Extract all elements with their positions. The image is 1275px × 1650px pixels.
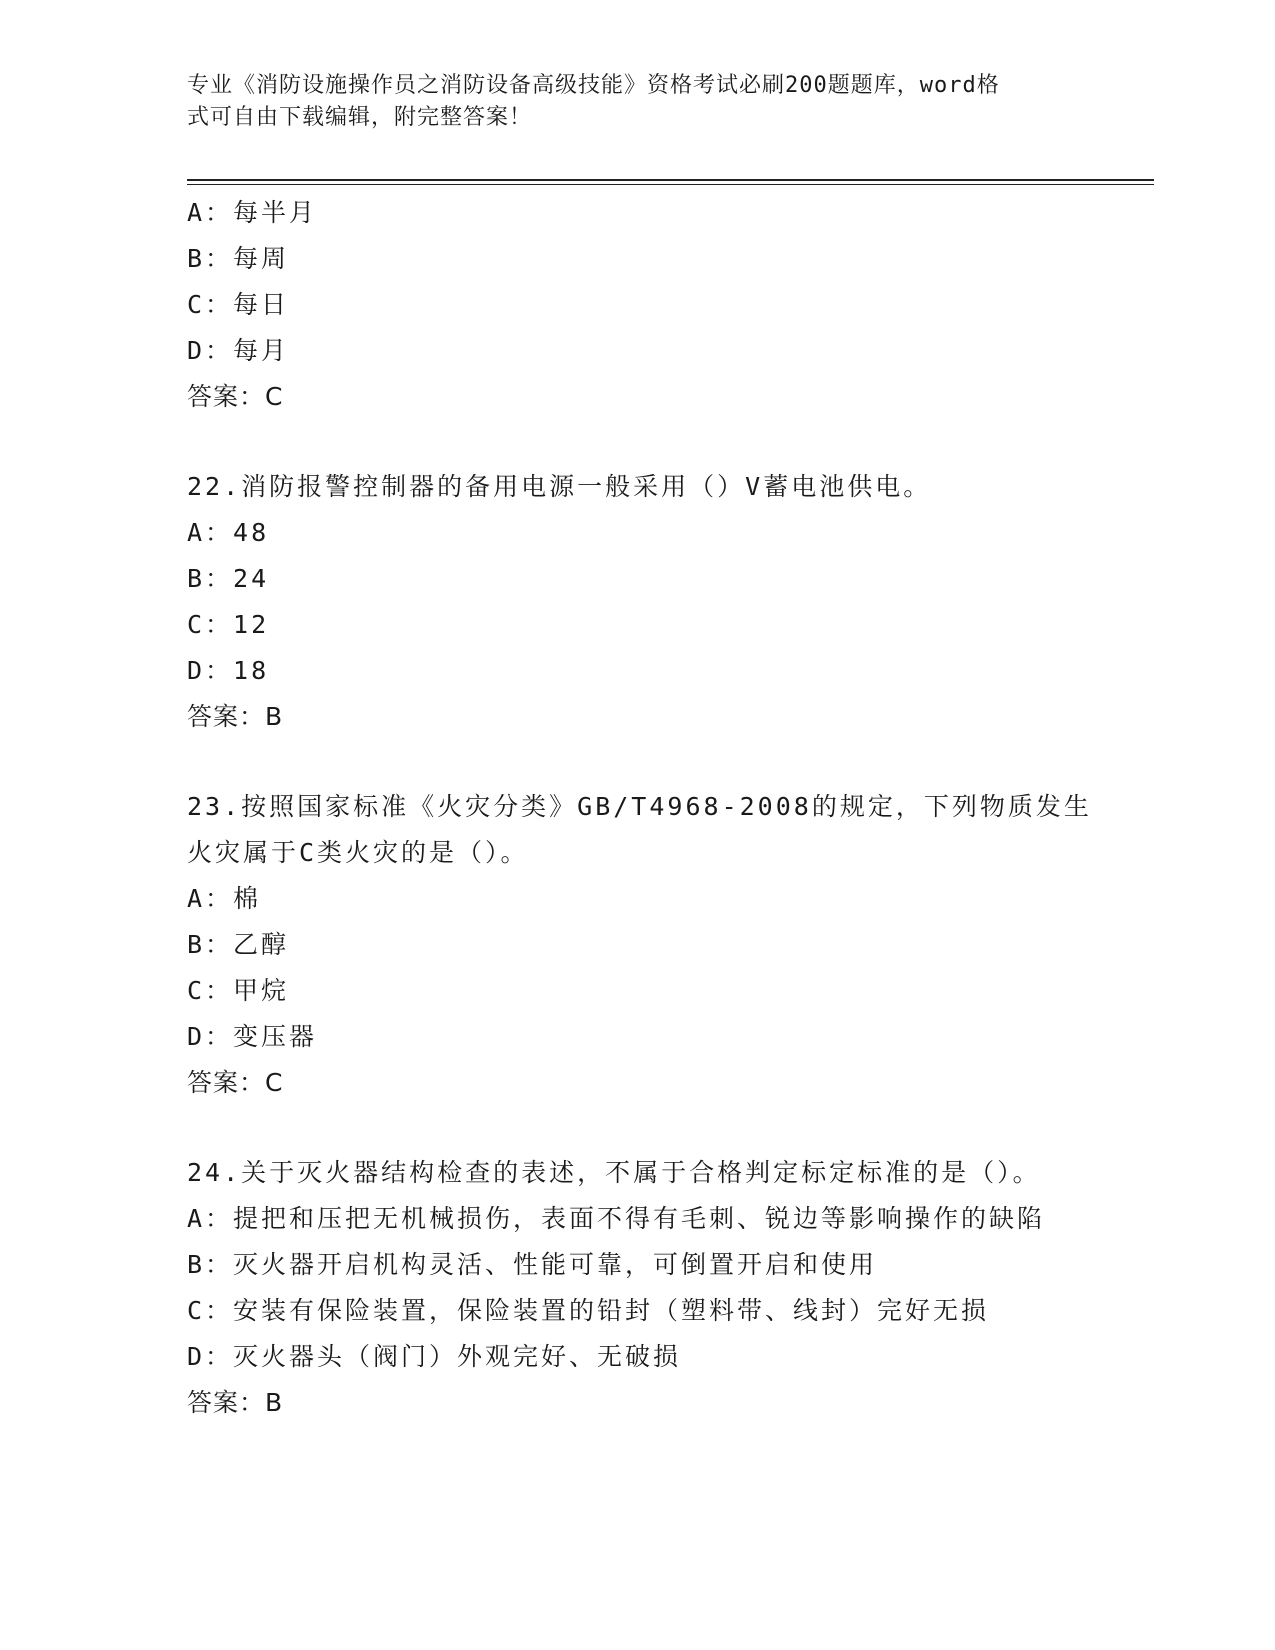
document-header: [187, 70, 1067, 134]
option-b: B：灭火器开启机构灵活、性能可靠，可倒置开启和使用: [187, 1250, 878, 1279]
spacer: [187, 420, 1087, 464]
option-c: C：安装有保险装置，保险装置的铅封（塑料带、线封）完好无损: [187, 1296, 990, 1325]
spacer: [187, 1106, 1087, 1150]
question-text-line-1: 23.按照国家标准《火灾分类》GB/T4968-2008的规定，下列物质发生: [187, 792, 1092, 821]
answer-line: 答案：B: [187, 702, 284, 731]
option-b: B：24: [187, 564, 270, 593]
question-22-block: [187, 464, 1087, 740]
header-divider-thick: [187, 179, 1154, 181]
question-text: 22.消防报警控制器的备用电源一般采用（）V蓄电池供电。: [187, 472, 932, 501]
question-text-line-2: 火灾属于C类火灾的是（）。: [187, 838, 529, 867]
answer-line: 答案：C: [187, 382, 284, 411]
question-text: 24.关于灭火器结构检查的表述，不属于合格判定标定标准的是（）。: [187, 1158, 1041, 1187]
answer-line: 答案：B: [187, 1388, 284, 1417]
option-d: D：变压器: [187, 1022, 318, 1051]
option-c: C：甲烷: [187, 976, 290, 1005]
answer-line: 答案：C: [187, 1068, 284, 1097]
option-d: D：每月: [187, 336, 290, 365]
question-24-block: [187, 1150, 1087, 1426]
option-d: D：18: [187, 656, 270, 685]
spacer: [187, 740, 1087, 784]
option-a: A：棉: [187, 884, 262, 913]
option-c: C：每日: [187, 290, 290, 319]
question-21-block: [187, 190, 1087, 420]
option-a: A：提把和压把无机械损伤，表面不得有毛刺、锐边等影响操作的缺陷: [187, 1204, 1046, 1233]
question-list: [187, 190, 1092, 1426]
option-b: B：乙醇: [187, 930, 290, 959]
option-b: B：每周: [187, 244, 290, 273]
option-c: C：12: [187, 610, 270, 639]
option-a: A：每半月: [187, 198, 318, 227]
header-line-1: 专业《消防设施操作员之消防设备高级技能》资格考试必刷200题题库，word格: [187, 73, 1000, 98]
option-d: D：灭火器头（阀门）外观完好、无破损: [187, 1342, 682, 1371]
option-a: A：48: [187, 518, 270, 547]
header-divider-thin: [187, 184, 1154, 185]
header-line-2: 式可自由下载编辑，附完整答案！: [187, 105, 533, 130]
question-23-block: [187, 784, 1092, 1106]
